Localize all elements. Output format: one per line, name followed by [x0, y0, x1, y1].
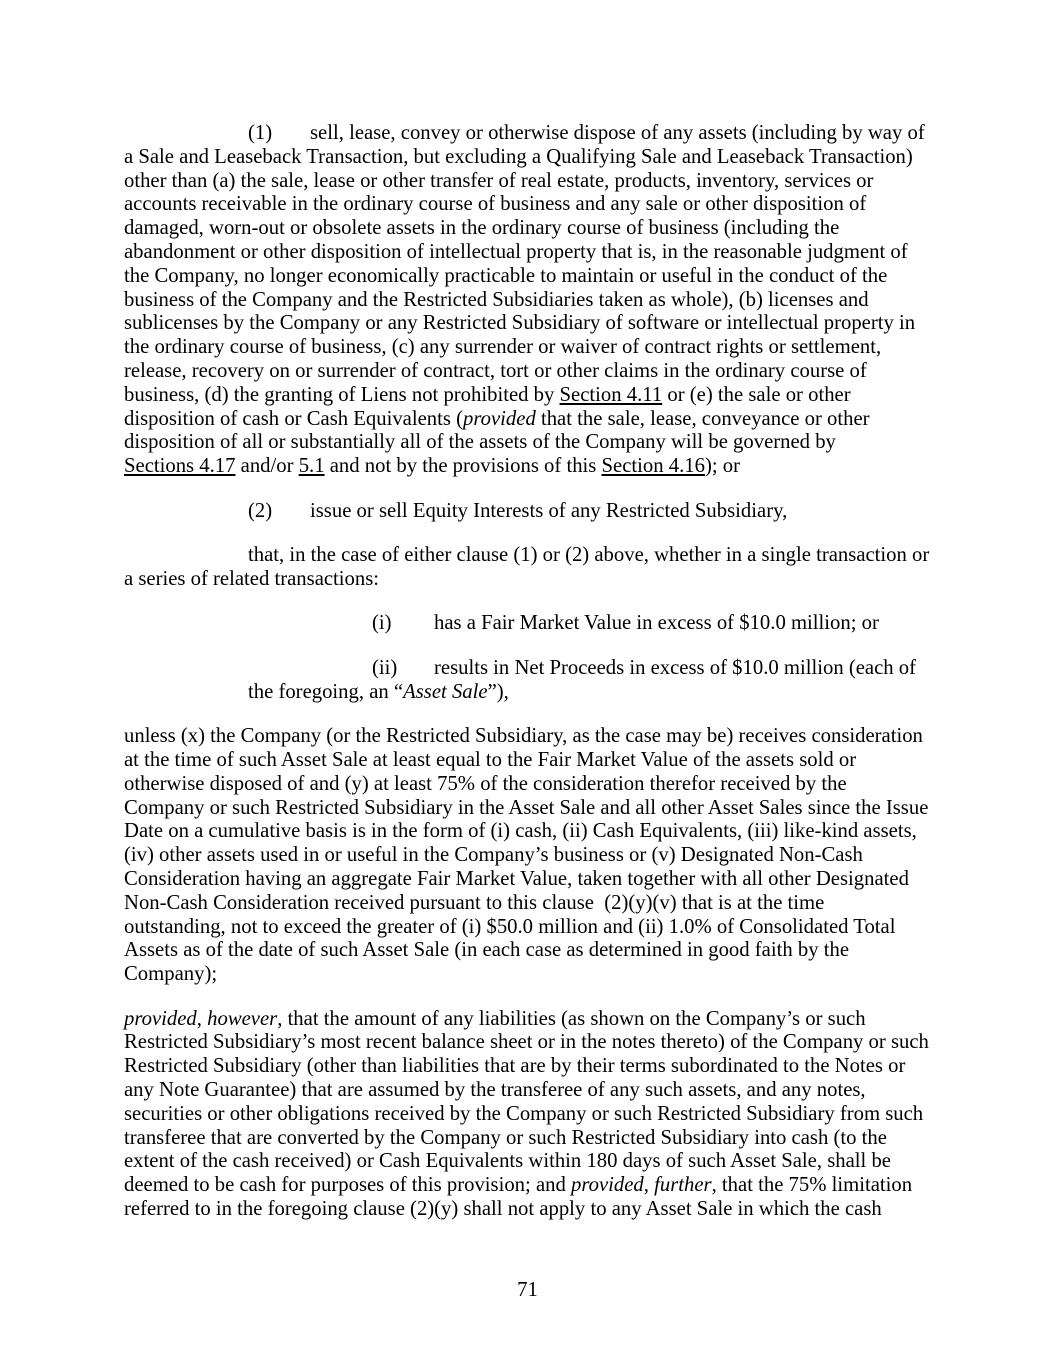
text-line — [124, 122, 931, 146]
text-line: Assets as of the date of such Asset Sale (in each case as determined in good faith by the — [124, 939, 850, 962]
text-line: Company or such Restricted Subsidiary in the Asset Sale and all other Asset Sales since the Issue — [124, 796, 929, 819]
section-reference: Sections 4.17 — [124, 455, 236, 478]
text-segment: that the sale, lease, conveyance or other — [535, 407, 870, 430]
text-line: (iv) other assets used in or useful in the Company’s business or (v) Designated Non-Cash — [124, 844, 863, 867]
text-line: any Note Guarantee) that are assumed by the transferee of any such assets, and any notes, — [124, 1079, 866, 1102]
text-line: sublicenses by the Company or any Restricted Subsidiary of software or intellectual property in — [124, 312, 916, 335]
text-line: a series of related transactions: — [124, 567, 380, 590]
text-segment: results in Net Proceeds in excess of $10.0 million (each of — [434, 656, 917, 679]
text-segment: issue or sell Equity Interests of any Restricted Subsidiary, — [310, 499, 788, 522]
page-number: 71 — [517, 1279, 538, 1301]
text-segment: , — [196, 1007, 208, 1030]
clause-2-paragraph — [124, 500, 931, 524]
text-line — [124, 500, 931, 524]
italic-term: provided — [570, 1174, 644, 1197]
text-line — [124, 681, 931, 705]
text-line: that, in the case of either clause (1) or (2) above, whether in a single transaction or — [248, 544, 930, 567]
italic-term: further — [654, 1174, 712, 1197]
text-line: extent of the cash received) or Cash Equivalents within 180 days of such Asset Sale, shall be — [124, 1150, 891, 1173]
item-ii-paragraph — [124, 657, 931, 705]
section-reference: Section 4.11 — [559, 383, 663, 406]
text-segment: ); or — [704, 455, 740, 478]
text-line: otherwise disposed of and (y) at least 75% of the consideration therefor received by the — [124, 772, 847, 795]
text-segment: and not by the provisions of this — [324, 455, 602, 478]
clause-label: (1) — [248, 122, 273, 144]
text-line: the ordinary course of business, (c) any surrender or waiver of contract rights or settlement, — [124, 336, 882, 359]
text-line — [124, 384, 931, 408]
text-line: referred to in the foregoing clause (2)(y) shall not apply to any Asset Sale in which the cash — [124, 1198, 882, 1220]
text-line: unless (x) the Company (or the Restricted Subsidiary, as the case may be) receives consideration — [124, 725, 923, 748]
text-line — [124, 408, 931, 432]
section-reference: Section 4.16 — [601, 455, 705, 478]
text-line: Consideration having an aggregate Fair Market Value, taken together with all other Designated — [124, 867, 909, 890]
text-line: damaged, worn-out or obsolete assets in the ordinary course of business (including the — [124, 217, 840, 240]
text-segment: , — [643, 1174, 655, 1197]
text-line — [124, 1008, 931, 1032]
text-segment: ”), — [487, 680, 509, 703]
unless-paragraph — [124, 725, 931, 987]
italic-term: provided — [463, 407, 536, 430]
text-segment: the foregoing, an “ — [248, 680, 404, 703]
text-line — [124, 657, 931, 681]
item-label: (ii) — [372, 656, 398, 679]
text-line: at the time of such Asset Sale at least equal to the Fair Market Value of the assets sold or — [124, 748, 857, 771]
text-line: a Sale and Leaseback Transaction, but excluding a Qualifying Sale and Leaseback Transaction) — [124, 145, 913, 168]
text-line: other than (a) the sale, lease or other transfer of real estate, products, inventory, services or — [124, 169, 874, 192]
text-line: release, recovery on or surrender of contract, tort or other claims in the ordinary course of — [124, 359, 867, 382]
defined-term: Asset Sale — [403, 680, 488, 703]
clause-label: (2) — [248, 499, 273, 522]
lead-in-paragraph — [124, 544, 931, 592]
text-line: securities or other obligations received by the Company or such Restricted Subsidiary from such — [124, 1102, 924, 1125]
text-line — [124, 455, 931, 479]
text-line: transferee that are converted by the Company or such Restricted Subsidiary into cash (to the — [124, 1126, 887, 1149]
text-line — [124, 612, 931, 636]
item-i-paragraph — [124, 612, 931, 636]
text-segment: or (e) the sale or other — [662, 383, 851, 406]
text-line: abandonment or other disposition of intellectual property that is, in the reasonable judgment of — [124, 240, 908, 263]
text-segment: business, (d) the granting of Liens not prohibited by — [124, 383, 560, 406]
text-line: the Company, no longer economically practicable to maintain or useful in the conduct of the — [124, 264, 888, 287]
text-line: Restricted Subsidiary’s most recent balance sheet or in the notes thereto) of the Company or such — [124, 1031, 929, 1054]
text-line: Company); — [124, 963, 218, 986]
section-reference: 5.1 — [298, 455, 325, 478]
text-line: disposition of all or substantially all of the assets of the Company will be governed by — [124, 431, 836, 454]
text-line: Restricted Subsidiary (other than liabilities that are by their terms subordinated to the Notes or — [124, 1055, 906, 1078]
text-line: Date on a cumulative basis is in the form of (i) cash, (ii) Cash Equivalents, (iii) like-kind assets, — [124, 820, 917, 843]
text-segment: deemed to be cash for purposes of this provision; and — [124, 1174, 571, 1197]
proviso-paragraph — [124, 1008, 931, 1222]
document-body — [124, 122, 931, 1242]
item-label: (i) — [372, 612, 392, 635]
text-segment: sell, lease, convey or otherwise dispose of any assets (including by way of — [310, 122, 925, 144]
text-segment: , that the amount of any liabilities (as shown on the Company’s or such — [277, 1007, 866, 1030]
text-line: Non-Cash Consideration received pursuant to this clause (2)(y)(v) that is at the time — [124, 891, 825, 914]
clause-1-paragraph — [124, 122, 931, 479]
text-segment: disposition of cash or Cash Equivalents ( — [124, 407, 464, 430]
text-segment: has a Fair Market Value in excess of $10.0 million; or — [434, 612, 879, 635]
italic-term: however — [207, 1007, 278, 1030]
text-line: outstanding, not to exceed the greater of (i) $50.0 million and (ii) 1.0% of Consolidated Total — [124, 915, 896, 938]
text-line: business of the Company and the Restricted Subsidiaries taken as whole), (b) licenses and — [124, 288, 869, 311]
text-line — [124, 1174, 931, 1198]
text-segment: and/or — [235, 455, 299, 478]
text-segment: , that the 75% limitation — [711, 1174, 913, 1197]
italic-term: provided — [124, 1007, 197, 1030]
text-line: accounts receivable in the ordinary course of business and any sale or other disposition of — [124, 193, 867, 216]
